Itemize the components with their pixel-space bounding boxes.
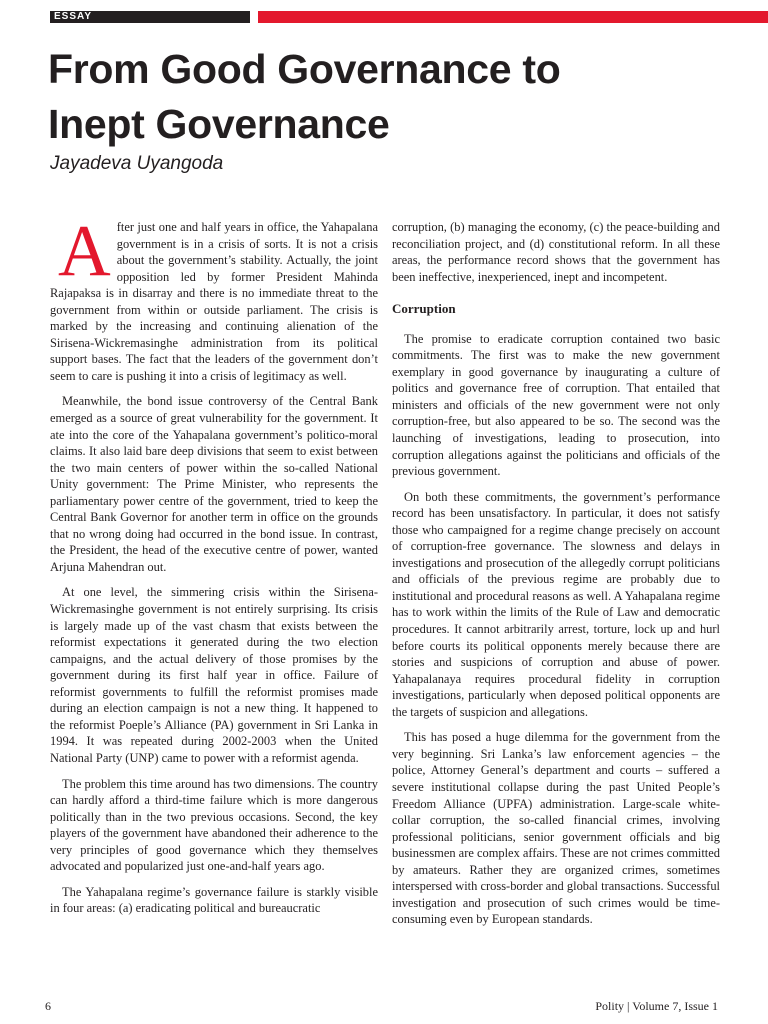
title-line-2: Inept Governance bbox=[48, 101, 390, 147]
paragraph: The problem this time around has two dimensions. The country can hardly afford a third-time failure which is more dangerous politically than in the two previous occasions. Second, the key players of the government have abandoned their adherence to the very principles of good governance which they themselves advocated and popularized just one-and-half years ago. bbox=[50, 776, 378, 874]
publication-info: Polity | Volume 7, Issue 1 bbox=[595, 999, 718, 1013]
paragraph: Meanwhile, the bond issue controversy of the Central Bank emerged as a source of great vulnerability for the government. It ate into the core of the Yahapalana government’s politico-moral claims. It also laid bare deep divisions that seem to exist between the two main centers of power within the so-called National Unity government: The Prime Minister, who represents the parliamentary power centre of the government, tried to keep the Central Bank Governor for another term in office on the grounds that no wrong doing had occurred in the bond issue. In contrast, the President, the head of the executive centre of power, wanted Arjuna Mahendran out. bbox=[50, 394, 378, 574]
section-heading: Corruption bbox=[392, 301, 456, 317]
article-title bbox=[48, 42, 728, 152]
paragraph: This has posed a huge dilemma for the government from the very beginning. Sri Lanka’s law enforcement agencies – the police, Attorney General’s department and courts – suffered a severe institutional collapse during the past United People’s Freedom Alliance (UPFA) administration. Large-scale white-collar corruption, the so-called financial crimes, involving professional politicians, senior government officials and big businessmen are complex affairs. These are not crimes committed by amateurs. Rather they are organized crimes, sometimes interspersed with cross-border and global transactions. Successful investigation and prosecution of such crimes would be time-consuming even by European standards. bbox=[392, 730, 720, 927]
page-number: 6 bbox=[45, 999, 51, 1013]
paragraph-intro bbox=[50, 210, 378, 384]
paragraph-text: fter just one and half years in office, the Yahapalana government is in a crisis of sorts. It is not a crisis about the government’s stability. Actually, the joint opposition led by former President Mahinda Rajapaksa is in disarray and there is no immediate threat to the government from within or outside parliament. The crisis is marked by the increasing and continuing alienation of the Sirisena-Wickremasinghe administration from its political support bases. The fact that the leaders of the government don’t seem to care is pushing it into a crisis of legitimacy as well. bbox=[50, 220, 378, 383]
paragraph: On both these commitments, the government’s performance record has been unsatisfactory. In particular, it does not satisfy those who campaigned for a regime change precisely on account of corruption-free governance. The slowness and delays in investigations and prosecution of the allegedly corrupt politicians and officials of the previous regime are probably due to institutional and procedural reasons as well. A Yahapalana regime has to work within the limits of the Rule of Law and democratic procedures. It cannot arbitrarily arrest, torture, lock up and hurl before courts its political opponents merely because there are stories and suspicions of corruption and abuse of power. Yahapalanaya requires procedural fidelity in corruption investigations, particularly when deposed political opponents are the targets of suspicion and allegations. bbox=[392, 489, 720, 719]
title-line-1: From Good Governance to bbox=[48, 46, 561, 92]
paragraph: The Yahapalana regime’s governance failure is starkly visible in four areas: (a) eradicating political and bureaucratic bbox=[50, 884, 378, 916]
drop-cap: A bbox=[58, 210, 111, 291]
paragraph: At one level, the simmering crisis within the Sirisena-Wickremasinghe government is not entirely surprising. Its crisis is largely made up of the vast chasm that exists between the reformist expectations it generated during the two election campaigns, and the actual delivery of those promises by the government during its first half year in office. Failure of reformist governments to fulfill the reformist promises made during an election campaign is not a new thing. It happened to the reformist Poeple’s Alliance (PA) government in Sri Lanka in 1994. It was repeated during 2002-2003 when the United National Party (UNP) came to power with a reformist agenda. bbox=[50, 585, 378, 765]
left-column bbox=[50, 210, 378, 926]
accent-bar bbox=[258, 11, 768, 23]
right-column bbox=[392, 219, 720, 937]
paragraph: The promise to eradicate corruption contained two basic commitments. The first was to make the new government exemplary in good governance by inaugurating a culture of politics and governance free of corruption. That entailed that ministers and officials of the new government were not only corruption-free, but also appeared to be so. The second was the launching of investigations, leading to prosecution, into corruption allegations against the politicians and officials of the previous government. bbox=[392, 331, 720, 479]
paragraph: corruption, (b) managing the economy, (c) the peace-building and reconciliation project, and (d) constitutional reform. In all these areas, the performance record shows that the government has been ineffective, inexperienced, inept and incompetent. bbox=[392, 220, 720, 284]
section-label: ESSAY bbox=[54, 11, 92, 22]
author-byline: Jayadeva Uyangoda bbox=[50, 153, 224, 174]
